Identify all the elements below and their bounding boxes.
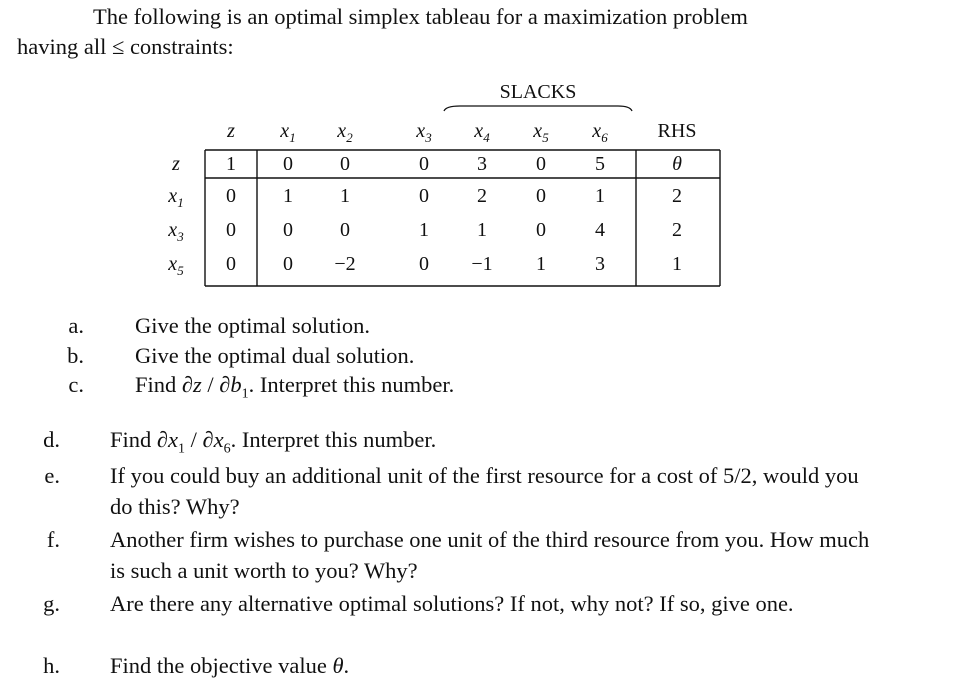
column-header-x6: $x_6$ [592,120,608,145]
tableau-cell: 1 [340,185,350,207]
math-expression: $\partial x_1 / \partial x_6$ [156,427,231,457]
tableau-cell: 0 [226,185,236,207]
tableau-cell: 0 [536,153,546,175]
question-text: Find $\partial z / \partial b_1$. Interpret this number. [135,372,455,402]
row-label-x3: $x_3$ [168,219,184,244]
question-text: Find the objective value θ. [110,653,350,678]
tableau-cell: 5 [595,153,605,175]
math-expression: θ [332,653,344,678]
question-text: Give the optimal solution. [135,313,370,338]
question-letter: f. [46,527,60,552]
tableau-cell: 0 [226,219,236,241]
row-label-x1: $x_1$ [168,185,184,210]
column-header-x4: $x_4$ [474,120,490,145]
tableau-cell: 0 [419,185,429,207]
tableau-cell: 0 [226,253,236,275]
slacks-label: SLACKS [499,81,577,103]
tableau-rhs-cell: 1 [672,253,682,275]
question-text: Are there any alternative optimal solutions? If not, why not? If so, give one. [110,591,794,616]
tableau-cell: 1 [283,185,293,207]
tableau-cell: 1 [536,253,546,275]
tableau-cell: 3 [477,153,487,175]
tableau-cell: 0 [536,219,546,241]
tableau-cell: 4 [595,219,605,241]
tableau-rhs-cell: θ [672,153,682,175]
row-label-z: z [172,153,180,175]
question-letter: e. [44,463,60,488]
tableau-rhs-cell: 2 [672,219,682,241]
tableau-cell: 0 [536,185,546,207]
tableau-cell: −1 [471,253,493,275]
tableau-cell: −2 [334,253,356,275]
column-header-z: z [227,120,235,142]
intro-line-1: The following is an optimal simplex tableau for a maximization problem [93,4,748,29]
question-text: Another firm wishes to purchase one unit of the third resource from you. How much is such a unit worth to you? Why? [110,527,870,583]
simplex-tableau [0,0,966,300]
question-letter: b. [67,343,84,368]
tableau-cell: 1 [595,185,605,207]
row-label-x5: $x_5$ [168,253,184,278]
tableau-rhs-cell: 2 [672,185,682,207]
tableau-cell: 1 [419,219,429,241]
slacks-brace [444,106,632,111]
tableau-cell: 0 [283,253,293,275]
tableau-cell: 0 [419,153,429,175]
question-text: Give the optimal dual solution. [135,343,415,368]
question-letter: c. [68,372,84,397]
question-text: Find $\partial x_1 / \partial x_6$. Interpret this number. [110,427,437,457]
question-letter: g. [43,591,60,616]
question-letter: h. [43,653,60,678]
tableau-cell: 0 [340,153,350,175]
column-header-rhs: RHS [657,120,697,142]
math-expression: $\partial z / \partial b_1$ [181,372,249,402]
tableau-cell: 1 [477,219,487,241]
tableau-cell: 0 [419,253,429,275]
column-header-x1: $x_1$ [280,120,296,145]
tableau-cell: 0 [340,219,350,241]
question-letter: a. [68,313,84,338]
question-text: If you could buy an additional unit of the first resource for a cost of 5/2, would you do this? Why? [110,463,859,519]
column-header-x2: $x_2$ [337,120,353,145]
column-header-x5: $x_5$ [533,120,549,145]
question-letter: d. [43,427,60,452]
tableau-cell: 0 [283,219,293,241]
tableau-cell: 2 [477,185,487,207]
tableau-cell: 0 [283,153,293,175]
intro-line-2: having all ≤ constraints: [17,34,234,59]
tableau-cell: 3 [595,253,605,275]
column-header-x3: $x_3$ [416,120,432,145]
tableau-cell: 1 [226,153,236,175]
